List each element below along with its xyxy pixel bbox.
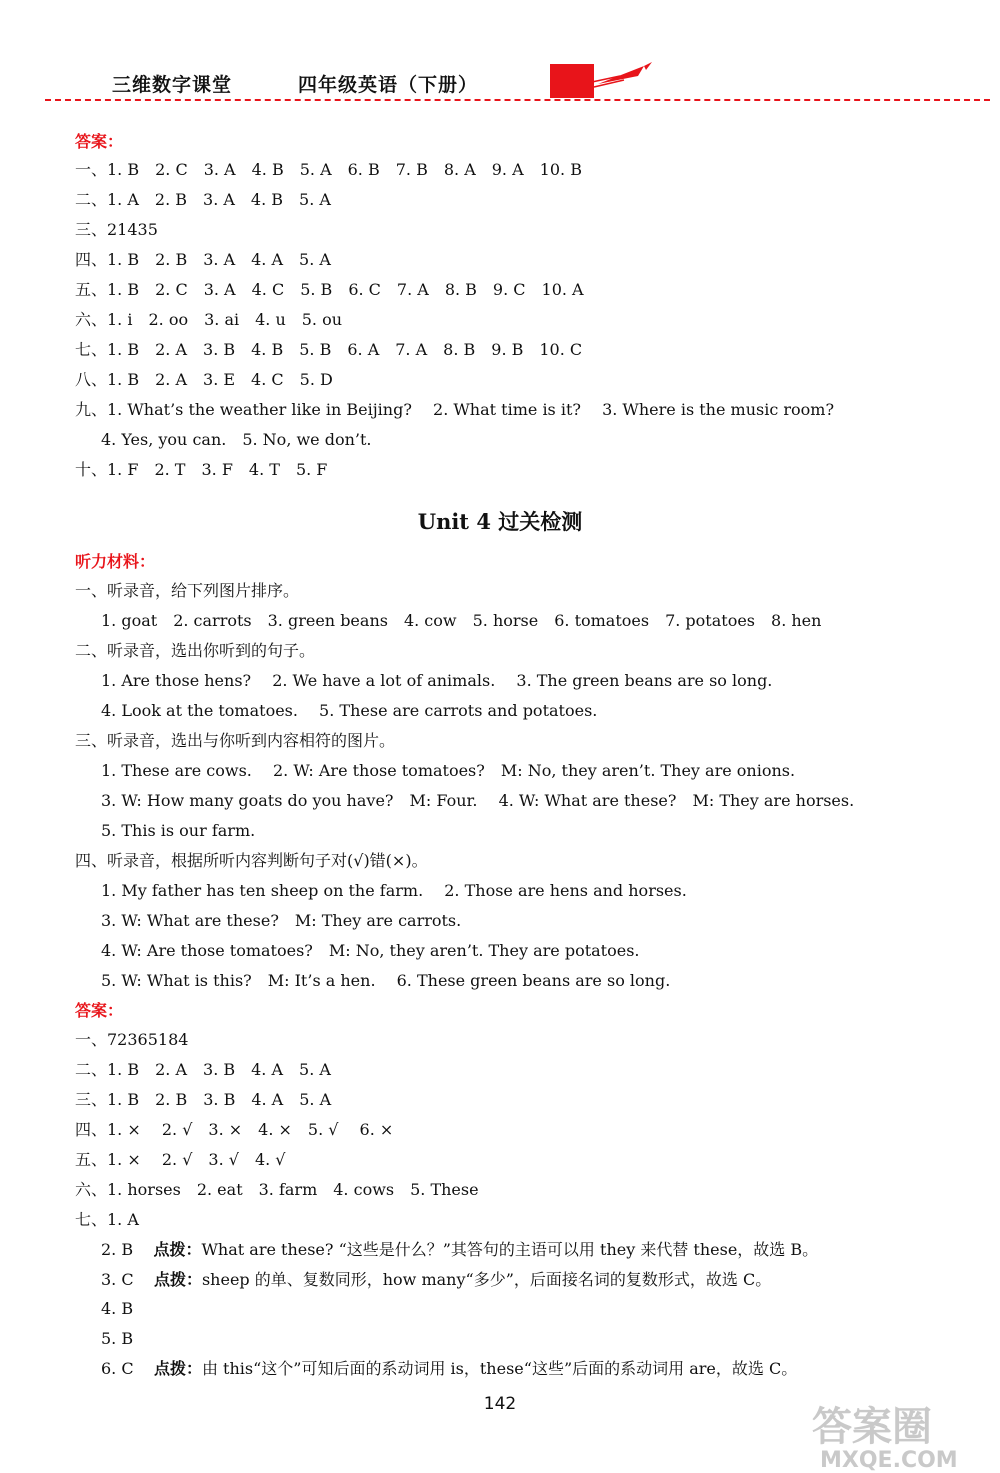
answer-number: 3. C: [101, 1270, 134, 1289]
watermark-bottom: MXQE.COM: [820, 1448, 958, 1473]
listening-line: 1. goat 2. carrots 3. green beans 4. cow 5. horse 6. tomatoes 7. potatoes 8. hen: [101, 611, 822, 630]
listening-line: 三、听录音，选出与你听到内容相符的图片。: [75, 731, 396, 750]
listening-line: 四、听录音，根据所听内容判断句子对(√)错(×)。: [75, 851, 428, 870]
answer-label: 答案：: [75, 132, 124, 151]
tip-text: sheep 的单、复数同形，how many“多少”，后面接名词的复数形式，故选 C。: [201, 1270, 772, 1289]
answer-number: 5. B: [101, 1329, 134, 1348]
answer-line: 七、1. B 2. A 3. B 4. B 5. B 6. A 7. A 8. B 9. B 10. C: [75, 340, 583, 359]
answer-line: 二、1. B 2. A 3. B 4. A 5. A: [75, 1060, 331, 1079]
answer-explained: [101, 1359, 797, 1379]
answer-line: 四、1. × 2. √ 3. × 4. × 5. √ 6. ×: [75, 1120, 394, 1139]
answer-line: 五、1. B 2. C 3. A 4. C 5. B 6. C 7. A 8. B 9. C 10. A: [75, 280, 584, 299]
answer-line: 一、1. B 2. C 3. A 4. B 5. A 6. B 7. B 8. A 9. A 10. B: [75, 160, 582, 179]
answer-explained: [101, 1329, 133, 1349]
answer-line: 一、72365184: [75, 1030, 189, 1049]
answer-line: 八、1. B 2. A 3. E 4. C 5. D: [75, 370, 333, 389]
unit-title: Unit 4 过关检测: [417, 509, 583, 534]
page-number: 142: [483, 1394, 517, 1414]
listening-line: 一、听录音，给下列图片排序。: [75, 581, 300, 600]
answer-line: 六、1. horses 2. eat 3. farm 4. cows 5. These: [75, 1180, 479, 1199]
answer-explained: [101, 1299, 133, 1319]
listening-line: 1. Are those hens? 2. We have a lot of animals. 3. The green beans are so long.: [101, 671, 773, 690]
book-title: 四年级英语（下册）: [298, 74, 479, 96]
answer-line: 七、1. A: [75, 1210, 139, 1229]
answer-line: 六、1. i 2. oo 3. ai 4. u 5. ou: [75, 310, 343, 329]
answer-line: 三、1. B 2. B 3. B 4. A 5. A: [75, 1090, 332, 1109]
answer-line: 二、1. A 2. B 3. A 4. B 5. A: [75, 190, 331, 209]
rocket-icon: [590, 60, 652, 90]
tip-text: 由 this“这个”可知后面的系动词用 is，these“这些”后面的系动词用 are，故选 C。: [201, 1359, 798, 1378]
answer-line: 4. Yes, you can. 5. No, we don’t.: [101, 430, 372, 449]
listening-line: 3. W: How many goats do you have? M: Four. 4. W: What are these? M: They are horses.: [101, 791, 855, 810]
page-header: [0, 0, 1000, 110]
tip-text: What are these? “这些是什么？”其答句的主语可以用 they 来代替 these，故选 B。: [201, 1240, 819, 1259]
watermark-top: 答案圈: [812, 1404, 932, 1450]
series-title: 三维数字课堂: [112, 74, 233, 96]
listening-line: 4. W: Are those tomatoes? M: No, they aren’t. They are potatoes.: [101, 941, 640, 960]
listening-label: 听力材料：: [75, 552, 156, 571]
tip-label: 点拨：: [153, 1270, 202, 1289]
answer-line: 十、1. F 2. T 3. F 4. T 5. F: [75, 460, 328, 479]
listening-line: 1. These are cows. 2. W: Are those tomatoes? M: No, they aren’t. They are onions.: [101, 761, 796, 780]
answer-number: 2. B: [101, 1240, 134, 1259]
answer-line: 五、1. × 2. √ 3. √ 4. √: [75, 1150, 286, 1169]
listening-line: 3. W: What are these? M: They are carrots.: [101, 911, 462, 930]
answer-number: 4. B: [101, 1299, 134, 1318]
answer-explained: [101, 1240, 818, 1260]
answer-line: 九、1. What’s the weather like in Beijing? 2. What time is it? 3. Where is the music room?: [75, 400, 835, 419]
listening-line: 5. This is our farm.: [101, 821, 256, 840]
listening-line: 1. My father has ten sheep on the farm. 2. Those are hens and horses.: [101, 881, 687, 900]
listening-line: 5. W: What is this? M: It’s a hen. 6. These green beans are so long.: [101, 971, 671, 990]
watermark: [812, 1405, 958, 1473]
listening-line: 二、听录音，选出你听到的句子。: [75, 641, 316, 660]
listening-line: 4. Look at the tomatoes. 5. These are carrots and potatoes.: [101, 701, 598, 720]
header-divider: [45, 99, 990, 101]
tip-label: 点拨：: [153, 1359, 202, 1378]
answer-line: 四、1. B 2. B 3. A 4. A 5. A: [75, 250, 331, 269]
answer-label: 答案：: [75, 1001, 124, 1020]
answer-line: 三、21435: [75, 220, 158, 239]
header-red-block: [550, 64, 594, 98]
answer-explained: [101, 1270, 771, 1290]
answer-number: 6. C: [101, 1359, 134, 1378]
tip-label: 点拨：: [153, 1240, 202, 1259]
